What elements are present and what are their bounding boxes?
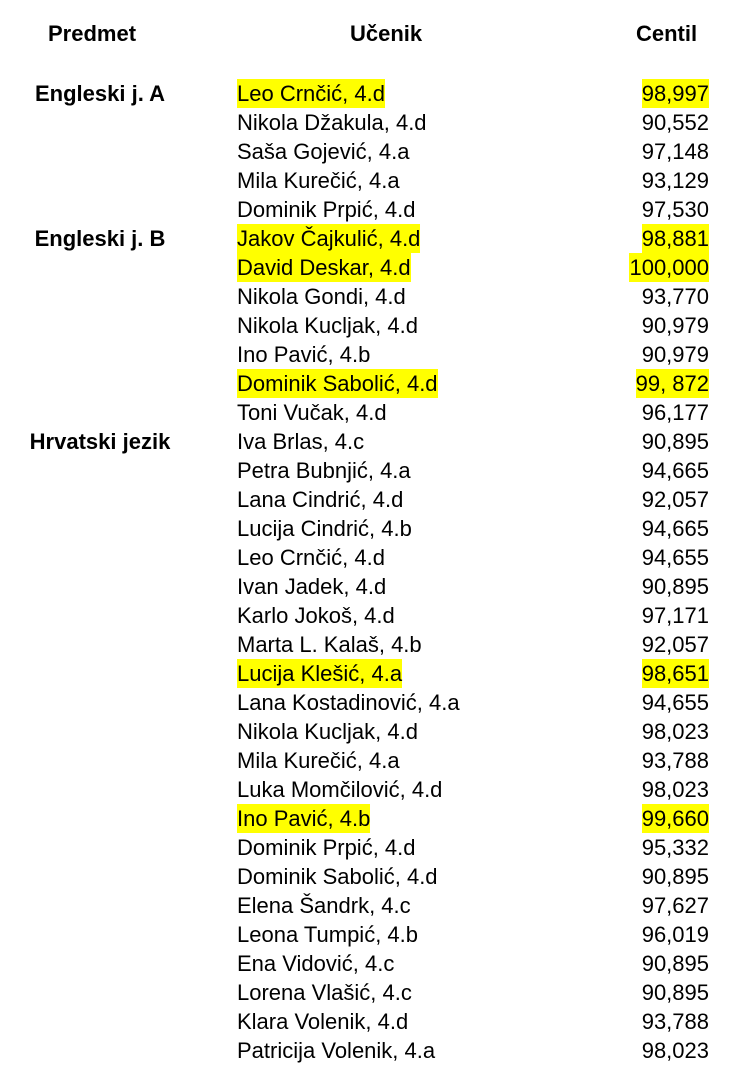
centile-value: 96,177 xyxy=(641,400,709,425)
centile-value: 97,148 xyxy=(641,139,709,164)
student-name: Dominik Prpić, 4.d xyxy=(237,835,416,860)
subject-label: Engleski j. A xyxy=(34,81,165,106)
table-row xyxy=(0,427,734,456)
student-name: Mila Kurečić, 4.a xyxy=(237,168,400,193)
student-name: Ivan Jadek, 4.d xyxy=(237,574,387,599)
student-name: Marta L. Kalaš, 4.b xyxy=(237,632,422,657)
student-name: Jakov Čajkulić, 4.d xyxy=(237,226,421,251)
centile-value: 98,023 xyxy=(641,719,709,744)
table-row xyxy=(0,456,734,485)
student-name: Luka Momčilović, 4.d xyxy=(237,777,443,802)
subject-label: Engleski j. B xyxy=(34,226,166,251)
table-row xyxy=(0,804,734,833)
table-row xyxy=(0,311,734,340)
centile-value: 94,665 xyxy=(641,458,709,483)
centile-value: 94,655 xyxy=(641,690,709,715)
student-name: Elena Šandrk, 4.c xyxy=(237,893,411,918)
centile-value: 98,997 xyxy=(641,81,709,106)
centile-value: 97,530 xyxy=(641,197,709,222)
table-row xyxy=(0,630,734,659)
student-name: Klara Volenik, 4.d xyxy=(237,1009,409,1034)
student-name: Nikola Gondi, 4.d xyxy=(237,284,406,309)
centile-value: 93,770 xyxy=(641,284,709,309)
table-row xyxy=(0,1007,734,1036)
centile-value: 90,895 xyxy=(641,864,709,889)
table-row xyxy=(0,978,734,1007)
table-row xyxy=(0,601,734,630)
student-name: Leo Crnčić, 4.d xyxy=(237,545,385,570)
centile-value: 99, 872 xyxy=(635,371,709,396)
table-row xyxy=(0,514,734,543)
table-row xyxy=(0,108,734,137)
centile-value: 97,627 xyxy=(641,893,709,918)
student-name: David Deskar, 4.d xyxy=(237,255,411,280)
student-name: Nikola Kucljak, 4.d xyxy=(237,719,418,744)
centile-value: 98,651 xyxy=(641,661,709,686)
student-name: Ino Pavić, 4.b xyxy=(237,806,371,831)
table-row xyxy=(0,137,734,166)
centile-value: 90,895 xyxy=(641,980,709,1005)
centile-value: 98,023 xyxy=(641,777,709,802)
table-row xyxy=(0,253,734,282)
student-name: Lucija Cindrić, 4.b xyxy=(237,516,412,541)
student-name: Lana Kostadinović, 4.a xyxy=(237,690,460,715)
centile-value: 99,660 xyxy=(641,806,709,831)
centile-value: 92,057 xyxy=(641,632,709,657)
table-row xyxy=(0,282,734,311)
table-row xyxy=(0,688,734,717)
table-row xyxy=(0,920,734,949)
centile-value: 90,895 xyxy=(641,951,709,976)
student-name: Dominik Sabolić, 4.d xyxy=(237,864,438,889)
student-name: Lucija Klešić, 4.a xyxy=(237,661,403,686)
table-row xyxy=(0,485,734,514)
centile-value: 98,881 xyxy=(641,226,709,251)
centile-value: 90,895 xyxy=(641,574,709,599)
table-row xyxy=(0,369,734,398)
table-row xyxy=(0,79,734,108)
subject-label: Hrvatski jezik xyxy=(29,429,171,454)
table-row xyxy=(0,833,734,862)
centile-value: 93,788 xyxy=(641,748,709,773)
header-student: Učenik xyxy=(350,21,423,46)
student-name: Karlo Jokoš, 4.d xyxy=(237,603,395,628)
table-row xyxy=(0,891,734,920)
centile-value: 90,979 xyxy=(641,342,709,367)
table-row xyxy=(0,775,734,804)
table-row xyxy=(0,224,734,253)
centile-value: 94,665 xyxy=(641,516,709,541)
centile-value: 94,655 xyxy=(641,545,709,570)
student-name: Ena Vidović, 4.c xyxy=(237,951,395,976)
student-name: Nikola Kucljak, 4.d xyxy=(237,313,418,338)
student-name: Mila Kurečić, 4.a xyxy=(237,748,400,773)
table-row xyxy=(0,1036,734,1065)
centile-value: 95,332 xyxy=(641,835,709,860)
student-name: Patricija Volenik, 4.a xyxy=(237,1038,436,1063)
table-row xyxy=(0,746,734,775)
centile-value: 90,895 xyxy=(641,429,709,454)
centile-value: 97,171 xyxy=(641,603,709,628)
table-row xyxy=(0,166,734,195)
table-row xyxy=(0,543,734,572)
student-name: Toni Vučak, 4.d xyxy=(237,400,387,425)
student-name: Iva Brlas, 4.c xyxy=(237,429,365,454)
header-subject: Predmet xyxy=(48,21,137,46)
header-centile: Centil xyxy=(636,21,698,46)
student-name: Dominik Sabolić, 4.d xyxy=(237,371,438,396)
centile-value: 93,788 xyxy=(641,1009,709,1034)
centile-value: 93,129 xyxy=(641,168,709,193)
student-name: Petra Bubnjić, 4.a xyxy=(237,458,411,483)
student-name: Leona Tumpić, 4.b xyxy=(237,922,419,947)
table-row xyxy=(0,659,734,688)
centile-value: 90,552 xyxy=(641,110,709,135)
student-name: Leo Crnčić, 4.d xyxy=(237,81,385,106)
student-name: Ino Pavić, 4.b xyxy=(237,342,371,367)
centile-value: 92,057 xyxy=(641,487,709,512)
centile-value: 96,019 xyxy=(641,922,709,947)
table-row xyxy=(0,340,734,369)
table-row xyxy=(0,398,734,427)
centile-value: 100,000 xyxy=(629,255,709,280)
student-name: Dominik Prpić, 4.d xyxy=(237,197,416,222)
table-row xyxy=(0,949,734,978)
student-name: Saša Gojević, 4.a xyxy=(237,139,410,164)
student-name: Lana Cindrić, 4.d xyxy=(237,487,404,512)
centile-value: 90,979 xyxy=(641,313,709,338)
table-row xyxy=(0,195,734,224)
table-row xyxy=(0,862,734,891)
student-name: Lorena Vlašić, 4.c xyxy=(237,980,412,1005)
centile-value: 98,023 xyxy=(641,1038,709,1063)
table-row xyxy=(0,717,734,746)
table-row xyxy=(0,572,734,601)
student-name: Nikola Džakula, 4.d xyxy=(237,110,427,135)
